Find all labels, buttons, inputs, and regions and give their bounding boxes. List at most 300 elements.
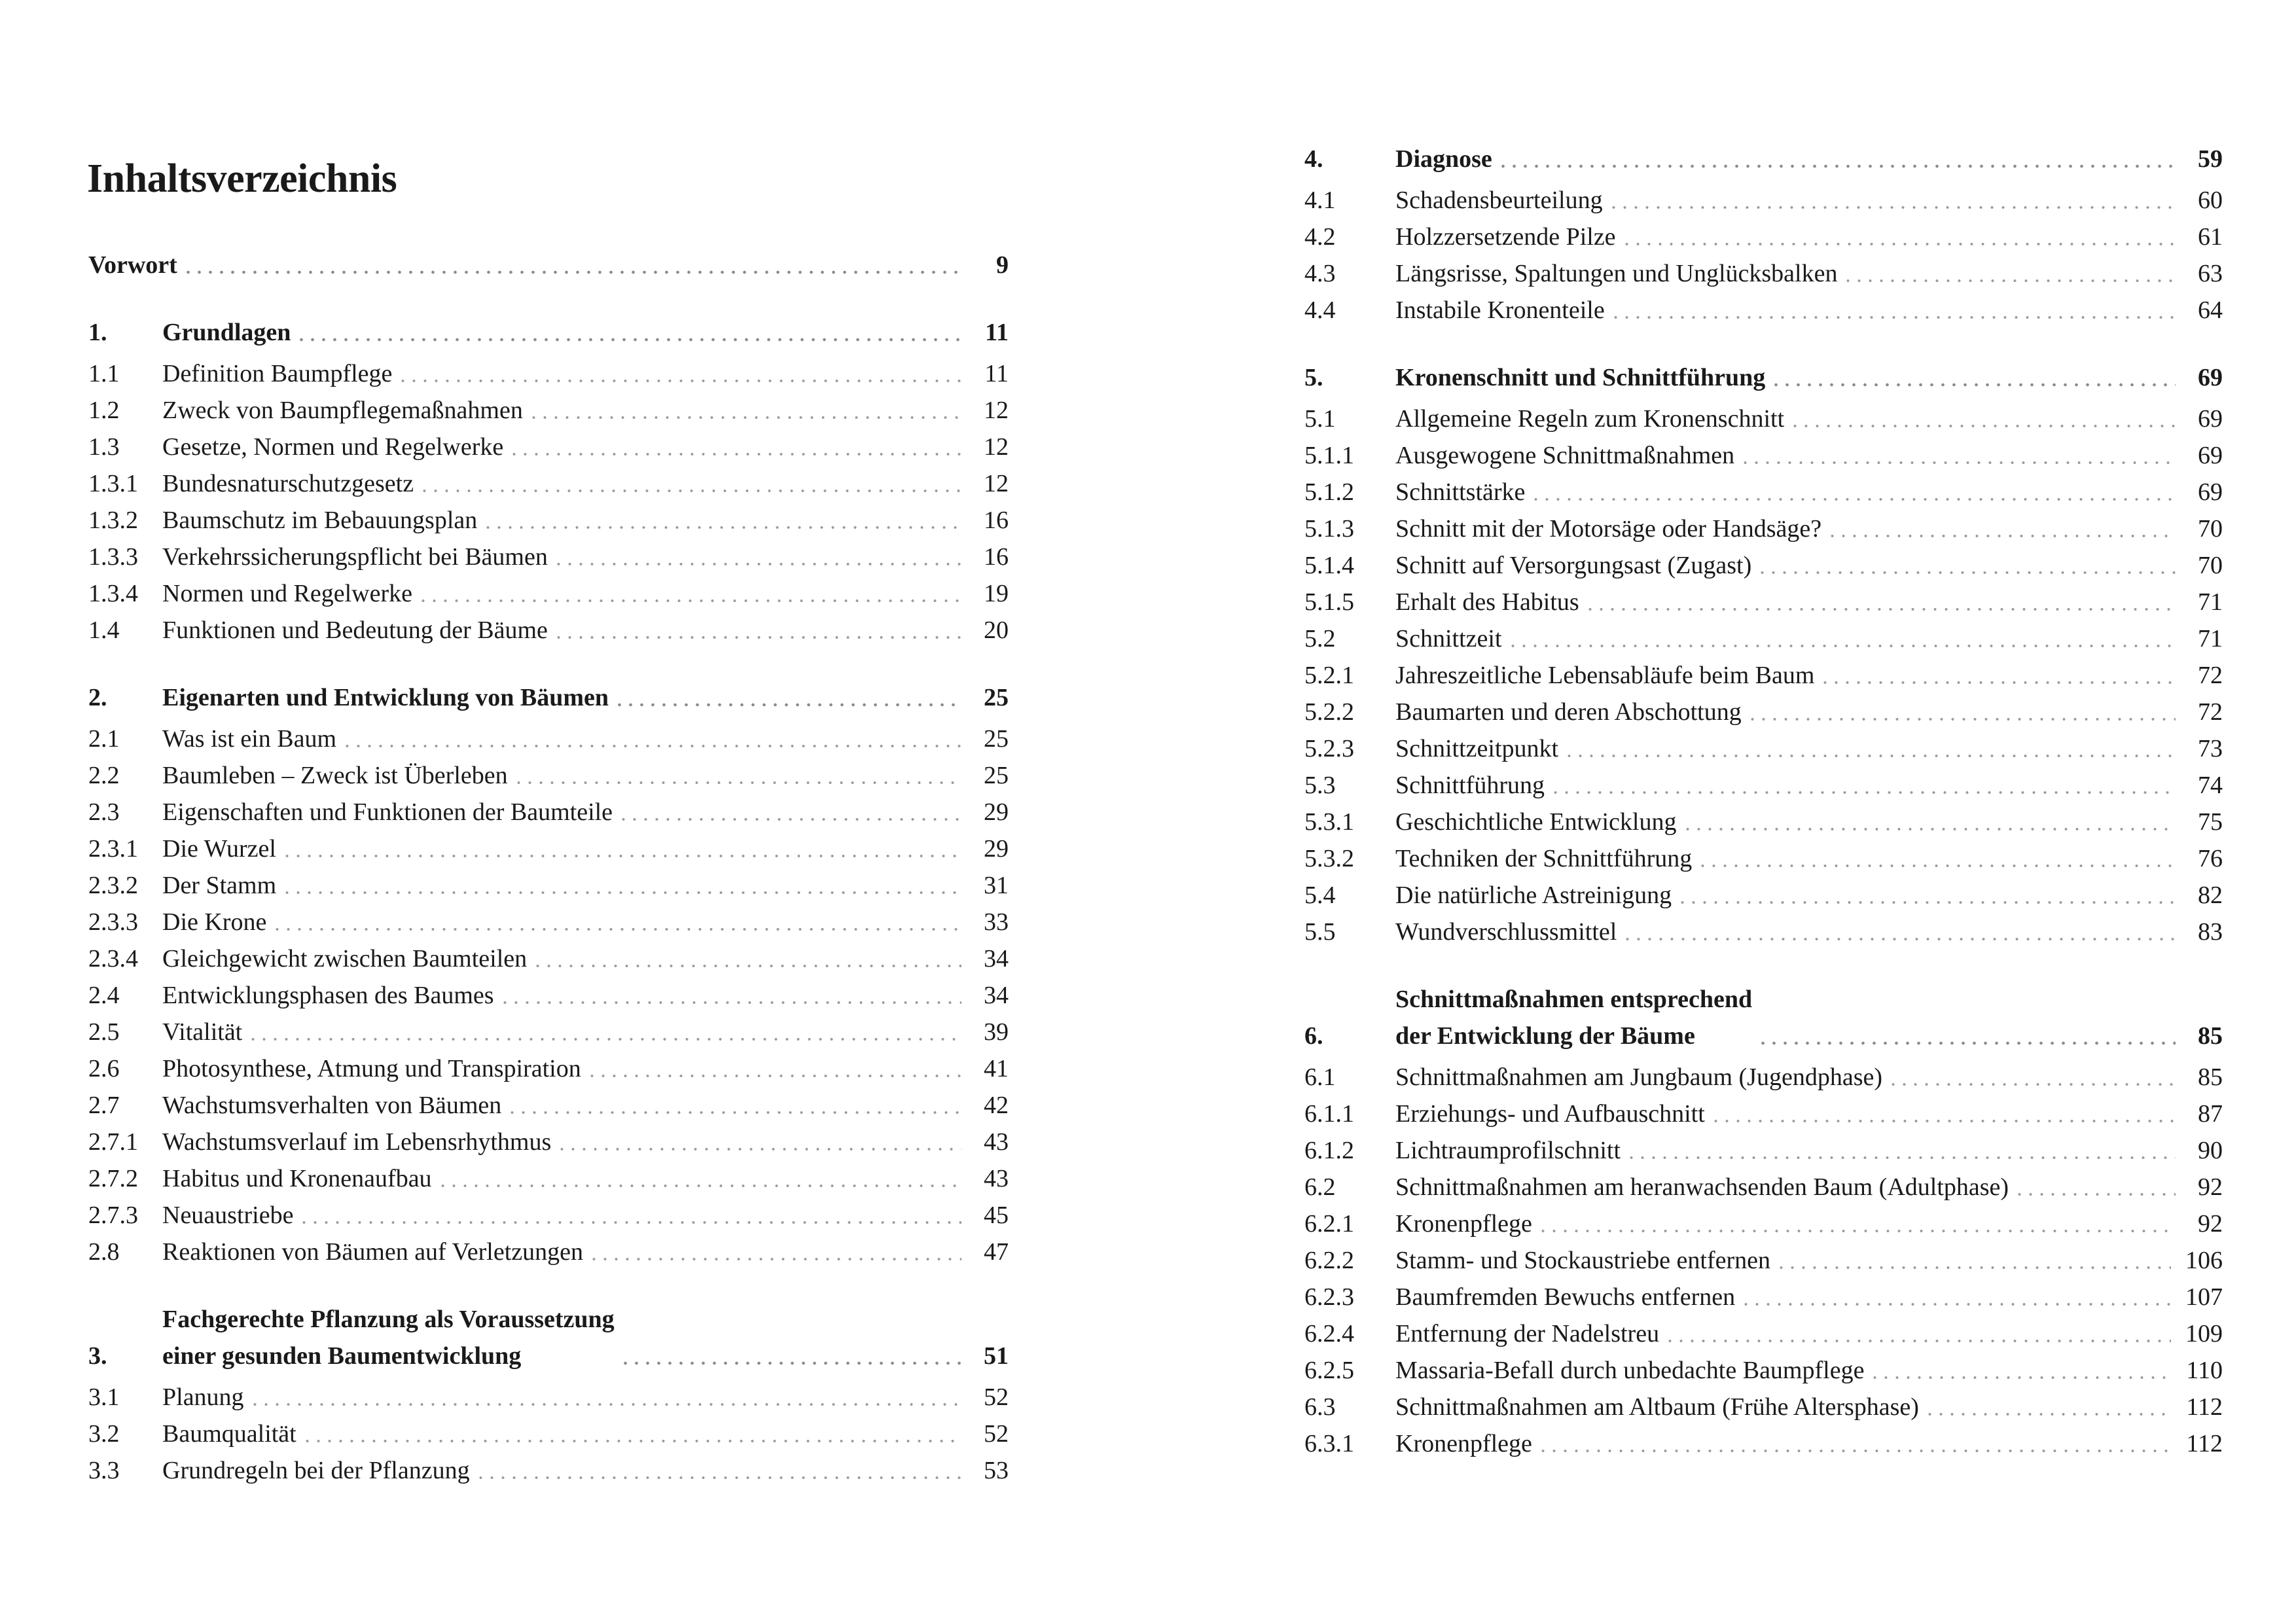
entry-number: 4.2 (1304, 223, 1336, 251)
entry-number: 6.2.1 (1304, 1210, 1354, 1238)
toc-entry[interactable] (1304, 219, 2223, 255)
entry-title (162, 575, 412, 612)
dot-leader (1507, 644, 2176, 648)
entry-number: 6. (1304, 1022, 1323, 1050)
toc-entry[interactable] (88, 1379, 1009, 1416)
dot-leader (1621, 242, 2176, 246)
toc-entry[interactable] (88, 794, 1009, 830)
entry-title-line: Photosynthese, Atmung und Transpiration (162, 1055, 581, 1082)
page-number: 47 (984, 1238, 1009, 1266)
toc-entry[interactable] (1304, 584, 2223, 620)
entry-number: 2.3.3 (88, 908, 138, 936)
entry-title (1395, 620, 1502, 657)
toc-entry[interactable] (88, 1124, 1009, 1160)
dot-leader (513, 781, 961, 785)
entry-title (162, 612, 548, 649)
page-number: 59 (2198, 145, 2223, 173)
toc-entry[interactable] (1304, 292, 2223, 329)
toc-entry[interactable] (1304, 437, 2223, 474)
dot-leader (556, 1147, 961, 1151)
page-number: 33 (984, 908, 1009, 936)
entry-title-line: Längsrisse, Spaltungen und Unglücksbalken (1395, 260, 1838, 287)
page-number: 109 (2185, 1320, 2223, 1347)
toc-entry[interactable] (88, 757, 1009, 794)
entry-title-line: Erhalt des Habitus (1395, 588, 1579, 616)
page-number: 76 (2198, 845, 2223, 872)
entry-number: 6.1.1 (1304, 1100, 1354, 1128)
entry-number: 6.2.5 (1304, 1357, 1354, 1384)
entry-number: 2.6 (88, 1055, 120, 1082)
entry-number: 1.3.4 (88, 580, 138, 607)
page-number: 70 (2198, 552, 2223, 579)
entry-title-line: Baumschutz im Bebauungsplan (162, 507, 478, 534)
toc-entry[interactable] (88, 502, 1009, 539)
entry-title-line: Bundesnaturschutzgesetz (162, 470, 414, 497)
toc-chapter-entry[interactable] (88, 1301, 1009, 1374)
toc-entry[interactable] (88, 1160, 1009, 1197)
dot-leader (1622, 937, 2176, 941)
entry-number: 4.1 (1304, 187, 1336, 214)
entry-title (1395, 767, 1545, 804)
toc-entry[interactable] (1304, 1315, 2223, 1352)
dot-leader (1842, 279, 2176, 283)
page-number: 43 (984, 1165, 1009, 1192)
entry-title (1395, 292, 1605, 329)
toc-chapter-entry[interactable] (1304, 981, 2223, 1054)
entry-title (162, 867, 276, 904)
entry-title (1395, 547, 1751, 584)
entry-title-line: Schnittstärke (1395, 478, 1526, 506)
page-number: 11 (985, 319, 1009, 346)
page-number: 71 (2198, 588, 2223, 616)
entry-title-line: Stamm- und Stockaustriebe entfernen (1395, 1247, 1771, 1274)
dot-leader (528, 416, 961, 419)
entry-title-line: Erziehungs- und Aufbauschnitt (1395, 1100, 1705, 1128)
dot-leader (397, 379, 961, 383)
dot-leader (183, 270, 961, 274)
toc-entry[interactable] (1304, 620, 2223, 657)
toc-entry[interactable] (88, 1197, 1009, 1234)
dot-leader (1924, 1412, 2172, 1416)
dot-leader (1564, 754, 2176, 758)
entry-title-line: Kronenschnitt und Schnittführung (1395, 364, 1766, 391)
toc-entry[interactable] (1304, 1169, 2223, 1205)
entry-title (88, 247, 177, 283)
entry-title (162, 392, 523, 429)
entry-title-line: Schnittführung (1395, 772, 1545, 799)
dot-leader (1682, 827, 2176, 831)
page-number: 92 (2198, 1173, 2223, 1201)
entry-title-line: Habitus und Kronenaufbau (162, 1165, 432, 1192)
page-number: 69 (2198, 405, 2223, 433)
entry-number: 6.2 (1304, 1173, 1336, 1201)
entry-number: 2. (88, 684, 107, 711)
entry-title (1395, 1169, 2009, 1205)
toc-entry[interactable] (1304, 1205, 2223, 1242)
entry-title (1395, 510, 1821, 547)
page-number: 72 (2198, 662, 2223, 689)
page-number: 70 (2198, 515, 2223, 543)
dot-leader (296, 338, 961, 342)
toc-entry[interactable] (1304, 547, 2223, 584)
toc-entry[interactable] (1304, 877, 2223, 914)
entry-title-line: Schnittmaßnahmen am heranwachsenden Baum (Adultphase) (1395, 1173, 2009, 1201)
entry-title-line: Die Krone (162, 908, 267, 936)
dot-leader (1626, 1156, 2176, 1160)
toc-entry[interactable] (1304, 657, 2223, 694)
entry-number: 2.7 (88, 1092, 120, 1119)
entry-title-line: Gleichgewicht zwischen Baumteilen (162, 945, 528, 972)
entry-title-line: Vitalität (162, 1018, 243, 1046)
page-number: 106 (2185, 1247, 2223, 1274)
toc-entry[interactable] (88, 392, 1009, 429)
entry-title-line: Verkehrssicherungspflicht bei Bäumen (162, 543, 548, 571)
dot-leader (1550, 791, 2176, 794)
entry-title-line: Lichtraumprofilschnitt (1395, 1137, 1621, 1164)
dot-leader (419, 489, 961, 493)
entry-title (162, 679, 609, 716)
dot-leader (281, 854, 961, 858)
entry-title-line: Zweck von Baumpflegemaßnahmen (162, 397, 523, 424)
page-number: 112 (2186, 1430, 2223, 1457)
dot-leader (1697, 864, 2176, 868)
entry-number: 2.8 (88, 1238, 120, 1266)
dot-leader (302, 1439, 961, 1443)
toc-entry[interactable] (88, 867, 1009, 904)
page-number: 31 (984, 872, 1009, 899)
entry-title (1395, 219, 1616, 255)
entry-title-line: Die natürliche Astreinigung (1395, 882, 1672, 909)
entry-title (162, 1014, 242, 1050)
toc-entry[interactable] (88, 465, 1009, 502)
dot-leader (1610, 315, 2176, 319)
dot-leader (1664, 1339, 2171, 1343)
toc-entry[interactable] (1304, 510, 2223, 547)
dot-leader (509, 452, 961, 456)
page-number: 16 (984, 543, 1009, 571)
page-number: 83 (2198, 918, 2223, 946)
entry-number: 5.5 (1304, 918, 1336, 946)
toc-entry[interactable] (88, 1234, 1009, 1270)
dot-leader (1740, 1302, 2171, 1306)
toc-chapter-entry[interactable] (1304, 141, 2223, 177)
toc-entry[interactable] (88, 1416, 1009, 1452)
entry-title-line: Schnittzeit (1395, 625, 1502, 652)
entry-title-line: Baumarten und deren Abschottung (1395, 698, 1742, 726)
entry-title-line: Ausgewogene Schnittmaßnahmen (1395, 442, 1735, 469)
entry-title-line: Schadensbeurteilung (1395, 187, 1603, 214)
toc-entry[interactable] (1304, 401, 2223, 437)
entry-title (162, 539, 548, 575)
entry-title (162, 1379, 244, 1416)
entry-number: 1. (88, 319, 107, 346)
entry-title-line: Diagnose (1395, 145, 1492, 173)
entry-title (162, 904, 266, 940)
entry-title (1395, 804, 1677, 840)
entry-title (1395, 474, 1525, 510)
dot-leader (614, 703, 961, 707)
entry-title-line: Geschichtliche Entwicklung (1395, 808, 1677, 836)
entry-title (162, 502, 477, 539)
entry-title (1395, 401, 1784, 437)
page-number: 34 (984, 982, 1009, 1009)
toc-entry[interactable] (1304, 730, 2223, 767)
entry-title (162, 1050, 581, 1087)
dot-leader (1776, 1266, 2171, 1270)
entry-title (162, 940, 527, 977)
entry-title (162, 1124, 551, 1160)
entry-title-line: Die Wurzel (162, 835, 276, 863)
page-number: 52 (984, 1383, 1009, 1411)
entry-title (1395, 1132, 1621, 1169)
entry-title-line: Massaria-Befall durch unbedachte Baumpflege (1395, 1357, 1865, 1384)
entry-title (1395, 359, 1765, 396)
entry-title (162, 465, 414, 502)
toc-entry[interactable] (1304, 1096, 2223, 1132)
entry-title (162, 314, 291, 351)
entry-title (1395, 1205, 1532, 1242)
toc-entry[interactable] (88, 355, 1009, 392)
entry-title (162, 1301, 615, 1374)
toc-chapter-entry[interactable] (88, 247, 1009, 283)
dot-leader (1757, 1041, 2176, 1045)
toc-entry[interactable] (1304, 804, 2223, 840)
page-number: 53 (984, 1457, 1009, 1484)
dot-leader (418, 599, 961, 603)
toc-entry[interactable] (1304, 255, 2223, 292)
entry-title (1395, 730, 1558, 767)
page-number: 45 (984, 1202, 1009, 1229)
entry-title (1395, 1242, 1770, 1279)
entry-title-line: Kronenpflege (1395, 1430, 1532, 1457)
page-number: 87 (2198, 1100, 2223, 1128)
entry-title-line: Planung (162, 1383, 244, 1411)
toc-entry[interactable] (88, 429, 1009, 465)
dot-leader (1747, 717, 2176, 721)
entry-title-line: Wundverschlussmittel (1395, 918, 1617, 946)
toc-entry[interactable] (1304, 474, 2223, 510)
entry-title-line: Kronenpflege (1395, 1210, 1532, 1238)
page-number: 25 (984, 725, 1009, 753)
entry-number: 5.1.3 (1304, 515, 1354, 543)
entry-title-line: Schnitt mit der Motorsäge oder Handsäge? (1395, 515, 1822, 543)
entry-title-line: Wachstumsverhalten von Bäumen (162, 1092, 502, 1119)
entry-title (1395, 141, 1492, 177)
entry-number: 6.1.2 (1304, 1137, 1354, 1164)
dot-leader (281, 891, 961, 895)
toc-entry[interactable] (1304, 1132, 2223, 1169)
dot-leader (475, 1476, 961, 1480)
dot-leader (482, 526, 961, 529)
entry-title-line: Techniken der Schnittführung (1395, 845, 1693, 872)
entry-number: 3. (88, 1342, 107, 1370)
entry-title-line: Definition Baumpflege (162, 360, 393, 387)
entry-number: 2.7.1 (88, 1128, 138, 1156)
dot-leader (620, 1361, 961, 1365)
entry-title-line: Baumleben – Zweck ist Überleben (162, 762, 508, 789)
entry-title-line: Allgemeine Regeln zum Kronenschnitt (1395, 405, 1785, 433)
page-number: 34 (984, 945, 1009, 972)
entry-number: 4.3 (1304, 260, 1336, 287)
entry-number: 5.3.2 (1304, 845, 1354, 872)
page-number: 20 (984, 616, 1009, 644)
toc-entry[interactable] (88, 830, 1009, 867)
entry-title-line: Schnittmaßnahmen am Jungbaum (Jugendphase) (1395, 1063, 1883, 1091)
entry-title-line: Grundlagen (162, 319, 291, 346)
page-number: 11 (984, 360, 1009, 387)
page-number: 43 (984, 1128, 1009, 1156)
entry-title (162, 1087, 501, 1124)
toc-entry[interactable] (1304, 914, 2223, 950)
entry-number: 3.3 (88, 1457, 120, 1484)
toc-entry[interactable] (88, 612, 1009, 649)
dot-leader (507, 1111, 961, 1115)
entry-number: 3.2 (88, 1420, 120, 1448)
page-number: 25 (984, 684, 1009, 711)
entry-title-line: Wachstumsverlauf im Lebensrhythmus (162, 1128, 552, 1156)
dot-leader (298, 1221, 961, 1224)
entry-number: 6.2.2 (1304, 1247, 1354, 1274)
toc-entry[interactable] (1304, 1352, 2223, 1389)
entry-number: 5.1.2 (1304, 478, 1354, 506)
entry-number: 5.1.5 (1304, 588, 1354, 616)
toc-entry[interactable] (1304, 840, 2223, 877)
entry-number: 5.2.2 (1304, 698, 1354, 726)
entry-number: 6.2.3 (1304, 1283, 1354, 1311)
page-number: 52 (984, 1420, 1009, 1448)
toc-entry[interactable] (1304, 1279, 2223, 1315)
entry-title-line: einer gesunden Baumentwicklung (162, 1342, 522, 1370)
toc-entry[interactable] (1304, 694, 2223, 730)
page-number: 41 (984, 1055, 1009, 1082)
toc-entry[interactable] (88, 1014, 1009, 1050)
entry-title-line: Holzzersetzende Pilze (1395, 223, 1616, 251)
entry-title (162, 830, 276, 867)
toc-entry[interactable] (1304, 1425, 2223, 1462)
toc-entry[interactable] (1304, 767, 2223, 804)
page-number: 92 (2198, 1210, 2223, 1238)
page-number: 9 (996, 251, 1009, 279)
toc-chapter-entry[interactable] (1304, 359, 2223, 396)
page-number: 82 (2198, 882, 2223, 909)
toc-entry[interactable] (1304, 1389, 2223, 1425)
dot-leader (586, 1074, 961, 1078)
entry-title-line: Eigenschaften und Funktionen der Baumteile (162, 798, 613, 826)
entry-title (162, 721, 336, 757)
entry-title-line: Funktionen und Bedeutung der Bäume (162, 616, 548, 644)
dot-leader (618, 817, 961, 821)
toc-chapter-entry[interactable] (88, 314, 1009, 351)
entry-number: 2.7.3 (88, 1202, 138, 1229)
entry-number: 5. (1304, 364, 1323, 391)
page-number: 42 (984, 1092, 1009, 1119)
entry-number: 1.3.3 (88, 543, 138, 571)
toc-entry[interactable] (88, 575, 1009, 612)
entry-title (162, 1416, 296, 1452)
entry-title (1395, 1425, 1532, 1462)
entry-title (1395, 255, 1837, 292)
page-number: 61 (2198, 223, 2223, 251)
entry-title (162, 977, 494, 1014)
entry-title-line: Schnittzeitpunkt (1395, 735, 1559, 762)
toc-entry[interactable] (88, 1087, 1009, 1124)
entry-title-line: Gesetze, Normen und Regelwerke (162, 433, 504, 461)
entry-number: 1.4 (88, 616, 120, 644)
entry-title-line: Jahreszeitliche Lebensabläufe beim Baum (1395, 662, 1815, 689)
entry-title (162, 1234, 583, 1270)
entry-number: 1.3 (88, 433, 120, 461)
entry-number: 6.3.1 (1304, 1430, 1354, 1457)
toc-column-right (1304, 141, 2223, 1462)
page-number: 107 (2185, 1283, 2223, 1311)
page-number: 90 (2198, 1137, 2223, 1164)
page-number: 16 (984, 507, 1009, 534)
entry-number: 1.3.1 (88, 470, 138, 497)
entry-number: 5.1 (1304, 405, 1336, 433)
entry-title (1395, 1315, 1659, 1352)
page-number: 75 (2198, 808, 2223, 836)
dot-leader (1677, 901, 2176, 904)
dot-leader (588, 1257, 961, 1261)
toc-entry[interactable] (88, 940, 1009, 977)
dot-leader (553, 562, 961, 566)
toc-entry[interactable] (88, 904, 1009, 940)
entry-title-line: Schnittmaßnahmen entsprechend (1395, 986, 1753, 1013)
entry-number: 2.3 (88, 798, 120, 826)
page-number: 85 (2198, 1022, 2223, 1050)
toc-entry[interactable] (1304, 182, 2223, 219)
entry-title-line: Reaktionen von Bäumen auf Verletzungen (162, 1238, 583, 1266)
toc-chapter-entry[interactable] (88, 679, 1009, 716)
dot-leader (1888, 1082, 2176, 1086)
entry-title-line: Vorwort (88, 251, 177, 279)
dot-leader (1537, 1449, 2172, 1453)
toc-entry[interactable] (1304, 1059, 2223, 1096)
dot-leader (1869, 1376, 2172, 1380)
page-number: 29 (984, 835, 1009, 863)
entry-title (1395, 877, 1672, 914)
page-number: 12 (984, 470, 1009, 497)
entry-number: 6.3 (1304, 1393, 1336, 1421)
entry-title (1395, 182, 1603, 219)
toc-entry[interactable] (88, 1452, 1009, 1489)
page-number: 60 (2198, 187, 2223, 214)
toc-entry[interactable] (88, 539, 1009, 575)
dot-leader (342, 744, 961, 748)
entry-number: 1.3.2 (88, 507, 138, 534)
dot-leader (249, 1402, 961, 1406)
page-number: 69 (2198, 478, 2223, 506)
dot-leader (499, 1001, 961, 1005)
toc-entry[interactable] (88, 977, 1009, 1014)
entry-title-line: Fachgerechte Pflanzung als Voraussetzung (162, 1306, 615, 1333)
page-number: 12 (984, 397, 1009, 424)
page-number: 63 (2198, 260, 2223, 287)
dot-leader (1820, 681, 2176, 685)
entry-title-line: Was ist ein Baum (162, 725, 337, 753)
toc-entry[interactable] (88, 721, 1009, 757)
page-title: Inhaltsverzeichnis (87, 156, 397, 201)
toc-entry[interactable] (1304, 1242, 2223, 1279)
dot-leader (1757, 571, 2176, 575)
page-number: 112 (2186, 1393, 2223, 1421)
entry-number: 1.2 (88, 397, 120, 424)
toc-entry[interactable] (88, 1050, 1009, 1087)
entry-title (162, 757, 508, 794)
entry-title (1395, 694, 1742, 730)
entry-title-line: Grundregeln bei der Pflanzung (162, 1457, 470, 1484)
entry-number: 4.4 (1304, 296, 1336, 324)
